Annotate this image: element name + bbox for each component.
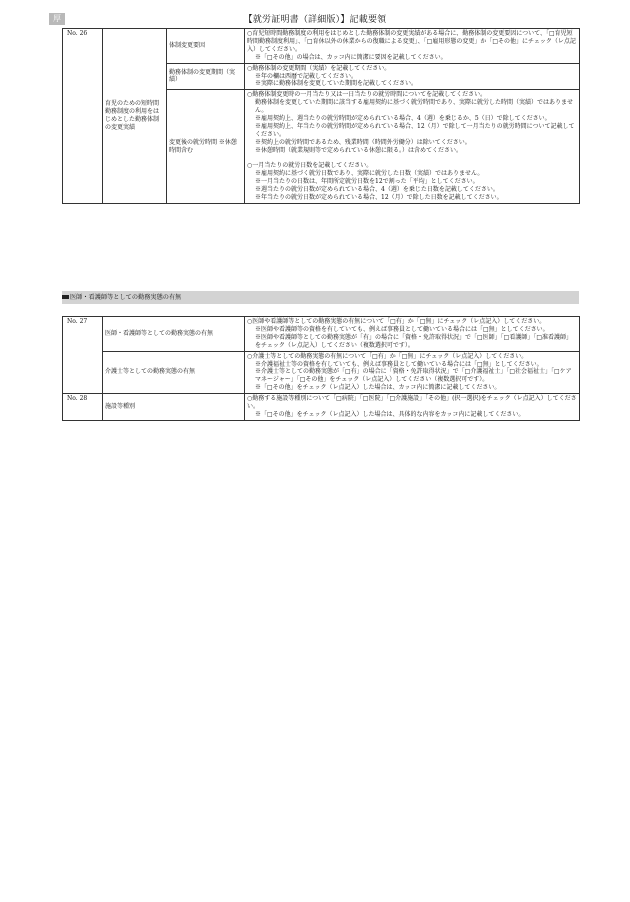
- desc-line: ○一月当たりの就労日数を記載してください。: [247, 162, 373, 170]
- row-description: [245, 90, 580, 204]
- desc-line: ※年の欄は西暦で記載してください。: [255, 72, 358, 80]
- desc-line: ※雇用契約に基づく就労日数であり、実際に就労した日数（実績）ではありません。: [255, 170, 484, 178]
- table-row: [63, 394, 580, 421]
- desc-line: ※介護士等としての勤務実態が「□有」の場合に「資格・免許取得状況」で「□介護福祉士」「□社会福祉士」「□ケアマネージャー」「□その他」をチェック（レ点記入）してください（複数選択可です）。: [255, 368, 572, 384]
- row-label: 医師・看護師等としての勤務実態の有無: [103, 317, 245, 352]
- requirements-table-26: [62, 28, 580, 204]
- desc-line: ※年当たりの就労日数が定められている場合、12（月）で除した日数を記載してください。: [255, 194, 503, 202]
- row-label: 施設等種別: [103, 394, 245, 421]
- desc-line: ※「□その他」をチェック（レ点記入）した場合は、具体的な内容をカッコ内に記載してください。: [255, 410, 525, 418]
- row-description: [245, 63, 580, 90]
- item-number: No. 28: [63, 394, 103, 421]
- desc-line: ※雇用契約上、週当たりの就労時間が定められている場合、4（週）を乗じるか、5（日）で除してください。: [255, 115, 551, 123]
- requirements-table-27-28: [62, 316, 580, 421]
- table-row: [63, 351, 580, 394]
- row-label: 変更後の就労時間 ※休憩時間含む: [167, 90, 245, 204]
- desc-line: ※休憩時間（就業規則等で定められている休憩に限る。）は含めてください。: [255, 146, 463, 154]
- page-title: 【就労証明書（詳細版）】記載要領: [243, 15, 387, 25]
- desc-line: 勤務体制を変更していた期間に該当する雇用契約に基づく就労時間であり、実際に就労した時間（実績）ではありません。: [255, 99, 574, 115]
- desc-line: ※「□その他」の場合は、カッコ内に簡潔に要因を記載してください。: [255, 53, 447, 61]
- row-label: 介護士等としての勤務実態の有無: [103, 351, 245, 394]
- row-description: [245, 317, 580, 352]
- desc-line: ※医師や看護師等の資格を有していても、例えば事務員として働いている場合には「□無」としてください。: [255, 325, 549, 333]
- section-heading: [62, 291, 579, 304]
- desc-line: ※雇用契約上、年当たりの就労時間が定められている場合、12（月）で除して一月当たりの就労時間について記載してください。: [255, 122, 575, 138]
- item-number: No. 26: [63, 29, 103, 204]
- desc-line: ○医師や看護師等としての勤務実態の有無について「□有」か「□無」にチェック（レ点記入）してください。: [247, 318, 546, 325]
- row-description: [245, 351, 580, 394]
- desc-line: ○育児短時間勤務制度の利用をはじめとした勤務体制の変更実績がある場合に、勤務体制の変更要因について、「□育児短時間勤務制度利用」、「□育休以外の休業からの復職による変更」、「□雇用形態の変更」か「□その他」にチェック（レ点記入）してください。: [247, 30, 576, 53]
- desc-line: ○勤務体制の変更期間（実績）を記載してください。: [247, 64, 391, 72]
- desc-line: ※一月当たりの日数は、年間所定就労日数を12で割った「平均」としてください。: [255, 178, 479, 186]
- section-title: 医師・看護師等としての勤務実態の有無: [70, 294, 182, 301]
- item-number: No. 27: [63, 317, 103, 394]
- row-description: [245, 29, 580, 64]
- ministry-logo: 厚: [49, 13, 65, 25]
- desc-line: ※実際に勤務体制を変更していた期間を記載してください。: [255, 80, 418, 88]
- desc-line: ※契約上の就労時間であるため、残業時間（時間外労働分）は除いてください。: [255, 138, 471, 146]
- desc-line: ※介護福祉士等の資格を有していても、例えば事務員として働いている場合には「□無」としてください。: [255, 360, 543, 368]
- square-bullet-icon: [62, 295, 69, 299]
- row-description: [245, 394, 580, 421]
- desc-line: ○介護士等としての勤務実態の有無について「□有」か「□無」にチェック（レ点記入）してください。: [247, 352, 528, 360]
- table-row: [63, 29, 580, 64]
- desc-line: ○勤務する施設等種別について「□病院」「□医院」「□介護施設」「その他」(択一選択)をチェック（レ点記入）してください。: [247, 395, 577, 411]
- desc-line: ○勤務体制変更時の一月当たり又は一日当たりの就労時間についてを記載してください。: [247, 91, 487, 99]
- row-label: 体制変更要因: [167, 29, 245, 64]
- desc-line: ※「□その他」をチェック（レ点記入）した場合は、カッコ内に簡潔に記載してください。: [255, 384, 501, 392]
- table-row: [63, 317, 580, 352]
- group-label: 育児のための短時間勤務制度の利用をはじめとした勤務体制の変更実績: [103, 29, 167, 204]
- row-label: 勤務体制の変更期間（実績）: [167, 63, 245, 90]
- desc-line: ※医師や看護師等としての勤務実態が「有」の場合に「資格・免許取得状況」で「□医師」「□看護師」「□准看護師」をチェック（レ点記入）してください（複数選択可です）。: [255, 333, 573, 349]
- desc-line: ※週当たりの就労日数が定められている場合、4（週）を乗じた日数を記載してください。: [255, 186, 499, 194]
